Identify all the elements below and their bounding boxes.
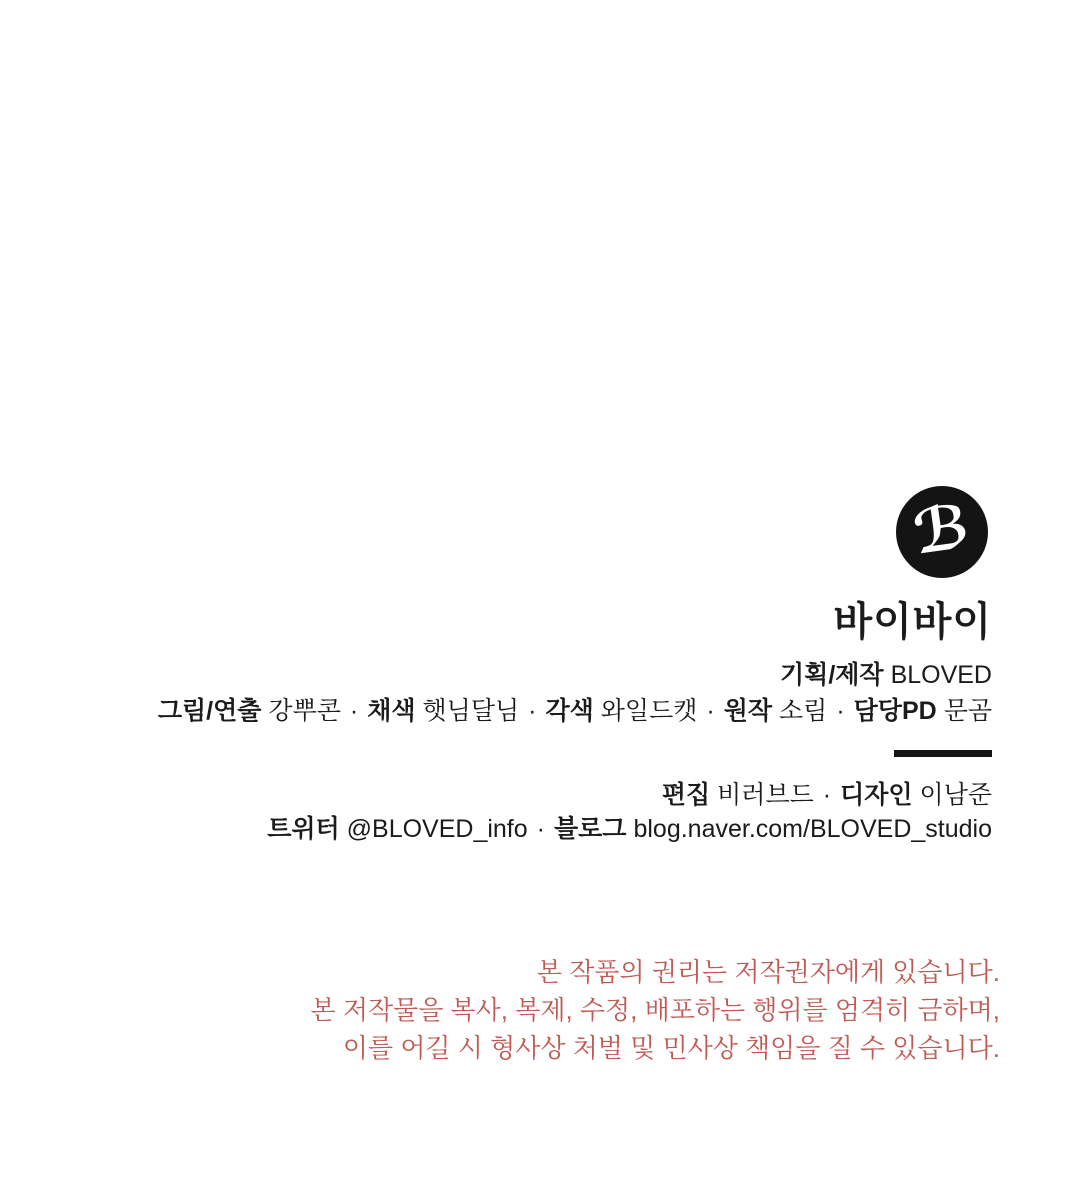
credit-line-staff <box>158 696 992 726</box>
credit-label-art: 그림/연출 <box>157 697 262 725</box>
credit-value-adaptation: 와일드캣 <box>600 697 698 725</box>
dot-separator: · <box>836 697 845 725</box>
credit-label-production: 기획/제작 <box>780 661 884 689</box>
copyright-line-3: 이를 어길 시 형사상 처벌 및 민사상 책임을 질 수 있습니다. <box>342 1033 1000 1063</box>
credit-label-pd: 담당PD <box>853 697 937 725</box>
credit-label-adaptation: 각색 <box>545 697 594 725</box>
credit-line-editorial <box>662 780 992 810</box>
credit-label-editing: 편집 <box>661 781 711 809</box>
bloved-logo <box>896 486 988 578</box>
credit-value-design: 이남준 <box>919 781 992 809</box>
credit-label-twitter: 트위터 <box>267 815 340 843</box>
credit-value-production: BLOVED <box>890 661 992 689</box>
dot-separator: · <box>528 697 537 725</box>
dot-separator: · <box>822 781 832 809</box>
credit-label-color: 채색 <box>367 697 416 725</box>
credit-value-color: 햇님달님 <box>422 697 520 725</box>
twitter-handle: @BLOVED_info <box>346 815 528 843</box>
credit-line-production <box>780 660 992 690</box>
divider-line <box>894 750 992 757</box>
copyright-line-1: 본 작품의 권리는 저작권자에게 있습니다. <box>536 957 1000 987</box>
bloved-logo-b-icon: ℬ <box>909 491 975 569</box>
credit-label-original: 원작 <box>723 697 773 725</box>
dot-separator: · <box>349 697 359 725</box>
credit-value-original: 소림 <box>779 697 828 725</box>
credit-line-contact <box>267 814 992 844</box>
credit-value-art: 강뿌콘 <box>268 697 341 725</box>
blog-url: blog.naver.com/BLOVED_studio <box>633 815 992 843</box>
credit-label-blog: 블로그 <box>554 815 627 843</box>
copyright-block <box>311 953 1000 1067</box>
credit-label-design: 디자인 <box>840 781 913 809</box>
credit-value-editing: 비러브드 <box>717 781 814 809</box>
dot-separator: · <box>536 815 545 843</box>
dot-separator: · <box>706 697 715 725</box>
copyright-line-2: 본 저작물을 복사, 복제, 수정, 배포하는 행위를 엄격히 금하며, <box>310 995 1000 1025</box>
page-title: 바이바이 <box>833 600 992 644</box>
credit-value-pd: 문곰 <box>943 697 992 725</box>
